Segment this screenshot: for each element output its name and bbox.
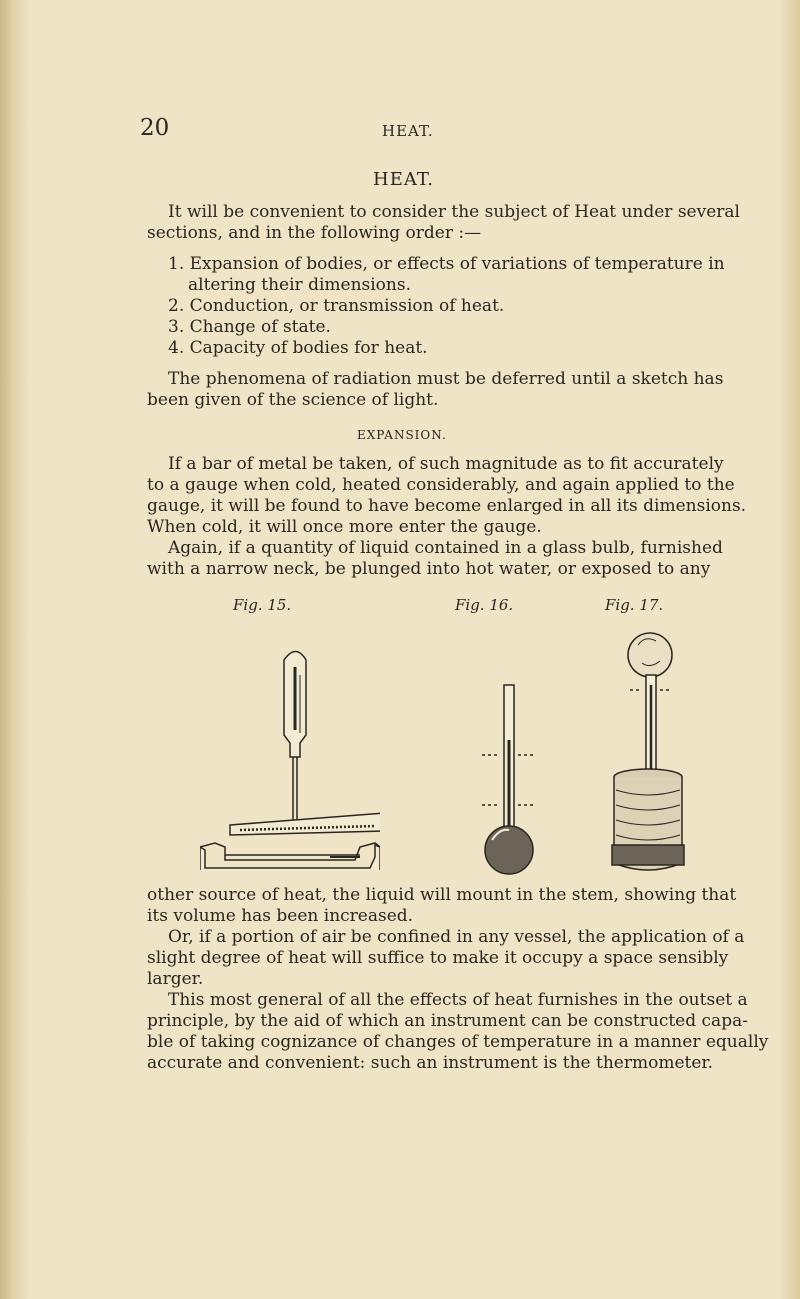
section-title: HEAT. bbox=[373, 169, 434, 190]
body-line: sections, and in the following order :— bbox=[147, 223, 482, 243]
fig16-caption: Fig. 16. bbox=[455, 596, 514, 614]
fig17-caption: Fig. 17. bbox=[605, 596, 664, 614]
list-item-continuation: altering their dimensions. bbox=[188, 275, 411, 295]
running-head: HEAT. bbox=[382, 122, 434, 140]
page-left-edge bbox=[0, 0, 30, 1299]
body-line: other source of heat, the liquid will mount in the stem, showing that bbox=[147, 885, 737, 905]
body-line: been given of the science of light. bbox=[147, 390, 439, 410]
body-line: Again, if a quantity of liquid contained in a glass bulb, furnished bbox=[168, 538, 723, 558]
fig16-bulb-thermometer-illustration bbox=[480, 680, 540, 875]
page-number: 20 bbox=[140, 115, 170, 141]
body-line: gauge, it will be found to have become enlarged in all its dimensions. bbox=[147, 496, 747, 516]
body-line: Or, if a portion of air be confined in any vessel, the application of a bbox=[168, 927, 745, 947]
body-line: with a narrow neck, be plunged into hot water, or exposed to any bbox=[147, 559, 711, 579]
body-line: to a gauge when cold, heated considerably, and again applied to the bbox=[147, 475, 735, 495]
fig17-thermometer-in-water-illustration bbox=[590, 615, 700, 875]
fig15-caption: Fig. 15. bbox=[233, 596, 292, 614]
body-line: accurate and convenient: such an instrument is the thermometer. bbox=[147, 1053, 714, 1073]
list-item: 3. Change of state. bbox=[168, 317, 331, 337]
list-item: 4. Capacity of bodies for heat. bbox=[168, 338, 428, 358]
body-line: slight degree of heat will suffice to make it occupy a space sensibly bbox=[147, 948, 729, 968]
body-line: This most general of all the effects of heat furnishes in the outset a bbox=[168, 990, 748, 1010]
list-item: 2. Conduction, or transmission of heat. bbox=[168, 296, 505, 316]
body-line: its volume has been increased. bbox=[147, 906, 414, 926]
list-item: 1. Expansion of bodies, or effects of variations of temperature in bbox=[168, 254, 725, 274]
body-line: The phenomena of radiation must be deferred until a sketch has bbox=[168, 369, 724, 389]
body-line: larger. bbox=[147, 969, 204, 989]
fig15-bar-and-gauge-illustration bbox=[200, 625, 380, 870]
body-line: ble of taking cognizance of changes of temperature in a manner equally bbox=[147, 1032, 769, 1052]
body-line: It will be convenient to consider the subject of Heat under several bbox=[168, 202, 740, 222]
subsection-title: EXPANSION. bbox=[357, 428, 447, 442]
page-right-edge bbox=[778, 0, 800, 1299]
body-line: principle, by the aid of which an instrument can be constructed capa- bbox=[147, 1011, 748, 1031]
body-line: If a bar of metal be taken, of such magnitude as to fit accurately bbox=[168, 454, 724, 474]
body-line: When cold, it will once more enter the gauge. bbox=[147, 517, 542, 537]
